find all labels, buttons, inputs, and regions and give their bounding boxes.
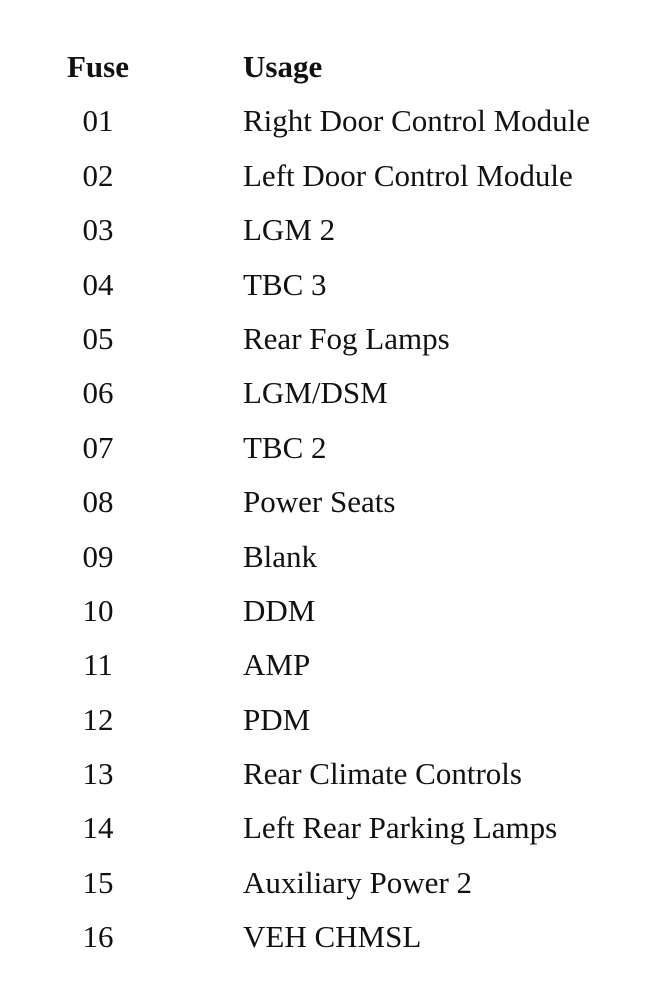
fuse-usage: Blank [243,538,318,574]
fuse-number: 10 [82,592,114,628]
fuse-usage: LGM 2 [243,212,336,248]
fuse-table [0,40,660,965]
fuse-usage: DDM [243,592,316,628]
table-row [0,530,660,584]
fuse-usage: Left Door Control Module [243,157,573,193]
fuse-usage: Left Rear Parking Lamps [243,810,558,846]
table-header [0,40,660,94]
fuse-usage: VEH CHMSL [243,919,422,955]
table-row [0,94,660,148]
fuse-number: 05 [82,320,114,356]
fuse-number: 11 [83,647,113,683]
table-row [0,856,660,910]
table-row [0,693,660,747]
fuse-number: 12 [82,701,114,737]
fuse-usage: AMP [243,647,311,683]
fuse-number: 02 [82,157,114,193]
fuse-number: 04 [82,266,114,302]
table-row [0,475,660,529]
table-row [0,149,660,203]
fuse-number: 09 [82,538,114,574]
table-row [0,258,660,312]
fuse-usage: Auxiliary Power 2 [243,864,473,900]
table-row [0,584,660,638]
usage-column-header: Usage [243,49,323,84]
fuse-usage: Rear Climate Controls [243,756,522,792]
fuse-number: 03 [82,212,114,248]
fuse-number: 15 [82,864,114,900]
fuse-usage: TBC 2 [243,429,327,465]
table-row [0,421,660,475]
fuse-number: 14 [82,810,114,846]
table-row [0,366,660,420]
fuse-usage: PDM [243,701,311,737]
fuse-number: 08 [82,484,114,520]
fuse-number: 01 [82,103,114,139]
fuse-usage: Right Door Control Module [243,103,591,139]
fuse-number: 07 [82,429,114,465]
table-body [0,94,660,964]
fuse-usage: Power Seats [243,484,396,520]
fuse-usage: TBC 3 [243,266,327,302]
fuse-number: 16 [82,919,114,955]
fuse-usage: LGM/DSM [243,375,388,411]
table-row [0,801,660,855]
fuse-number: 06 [82,375,114,411]
fuse-column-header: Fuse [67,49,129,84]
table-row [0,312,660,366]
fuse-number: 13 [82,756,114,792]
table-row [0,910,660,964]
table-row [0,638,660,692]
fuse-usage: Rear Fog Lamps [243,320,450,356]
table-row [0,203,660,257]
table-row [0,747,660,801]
